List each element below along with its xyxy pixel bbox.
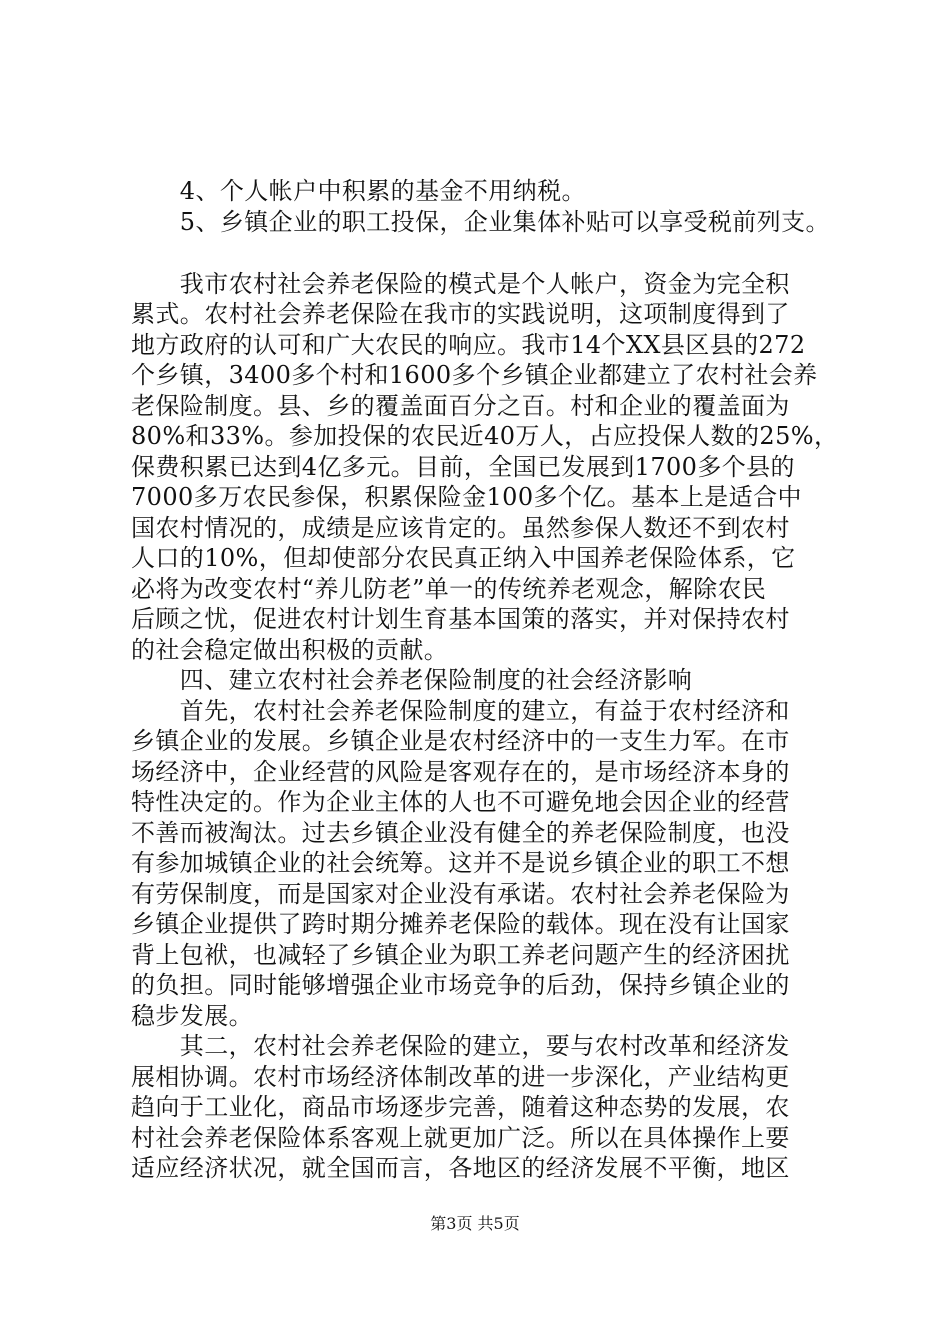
- text-line: 的社会稳定做出积极的贡献。: [131, 636, 449, 664]
- text-line: 80%和33%。参加投保的农民近40万人，占应投保人数的25%，: [131, 422, 839, 450]
- text-line: 我市农村社会养老保险的模式是个人帐户，资金为完全积: [131, 270, 790, 298]
- text-line: 首先，农村社会养老保险制度的建立，有益于农村经济和: [131, 697, 790, 725]
- text-line: 5、乡镇企业的职工投保，企业集体补贴可以享受税前列支。: [131, 208, 830, 236]
- text-line: 适应经济状况，就全国而言，各地区的经济发展不平衡，地区: [131, 1154, 790, 1182]
- text-line: 国农村情况的，成绩是应该肯定的。虽然参保人数还不到农村: [131, 514, 790, 542]
- text-line: 的负担。同时能够增强企业市场竞争的后劲，保持乡镇企业的: [131, 971, 790, 999]
- text-line: 不善而被淘汰。过去乡镇企业没有健全的养老保险制度，也没: [131, 819, 790, 847]
- text-line: 个乡镇，3400多个村和1600多个乡镇企业都建立了农村社会养: [131, 361, 818, 389]
- text-line: 地方政府的认可和广大农民的响应。我市14个XX县区县的272: [131, 331, 806, 359]
- text-line: 人口的10%，但却使部分农民真正纳入中国养老保险体系，它: [131, 544, 796, 572]
- text-line: 老保险制度。县、乡的覆盖面百分之百。村和企业的覆盖面为: [131, 392, 790, 420]
- page-footer: 第3页 共5页: [430, 1214, 520, 1233]
- text-line: 保费积累已达到4亿多元。目前，全国已发展到1700多个县的: [131, 453, 795, 481]
- text-line: 累式。农村社会养老保险在我市的实践说明，这项制度得到了: [131, 300, 790, 328]
- text-line: 4、个人帐户中积累的基金不用纳税。: [131, 177, 586, 205]
- text-line: 村社会养老保险体系客观上就更加广泛。所以在具体操作上要: [131, 1124, 790, 1152]
- text-line: 稳步发展。: [131, 1002, 253, 1030]
- text-line: 背上包袱，也减轻了乡镇企业为职工养老问题产生的经济困扰: [131, 941, 790, 969]
- text-line: 有劳保制度，而是国家对企业没有承诺。农村社会养老保险为: [131, 880, 790, 908]
- text-line: 后顾之忧，促进农村计划生育基本国策的落实，并对保持农村: [131, 605, 790, 633]
- text-line: 7000多万农民参保，积累保险金100多个亿。基本上是适合中: [131, 483, 802, 511]
- text-line: 场经济中，企业经营的风险是客观存在的，是市场经济本身的: [131, 758, 790, 786]
- section-heading: 四、建立农村社会养老保险制度的社会经济影响: [131, 666, 693, 694]
- text-line: 趋向于工业化，商品市场逐步完善，随着这种态势的发展，农: [131, 1093, 790, 1121]
- text-line: 展相协调。农村市场经济体制改革的进一步深化，产业结构更: [131, 1063, 790, 1091]
- text-line: 乡镇企业提供了跨时期分摊养老保险的载体。现在没有让国家: [131, 910, 790, 938]
- text-line: 乡镇企业的发展。乡镇企业是农村经济中的一支生力军。在市: [131, 727, 790, 755]
- text-line: 其二，农村社会养老保险的建立，要与农村改革和经济发: [131, 1032, 790, 1060]
- text-line: 有参加城镇企业的社会统筹。这并不是说乡镇企业的职工不想: [131, 849, 790, 877]
- text-line: 必将为改变农村“养儿防老”单一的传统养老观念，解除农民: [131, 575, 767, 603]
- text-line: 特性决定的。作为企业主体的人也不可避免地会因企业的经营: [131, 788, 790, 816]
